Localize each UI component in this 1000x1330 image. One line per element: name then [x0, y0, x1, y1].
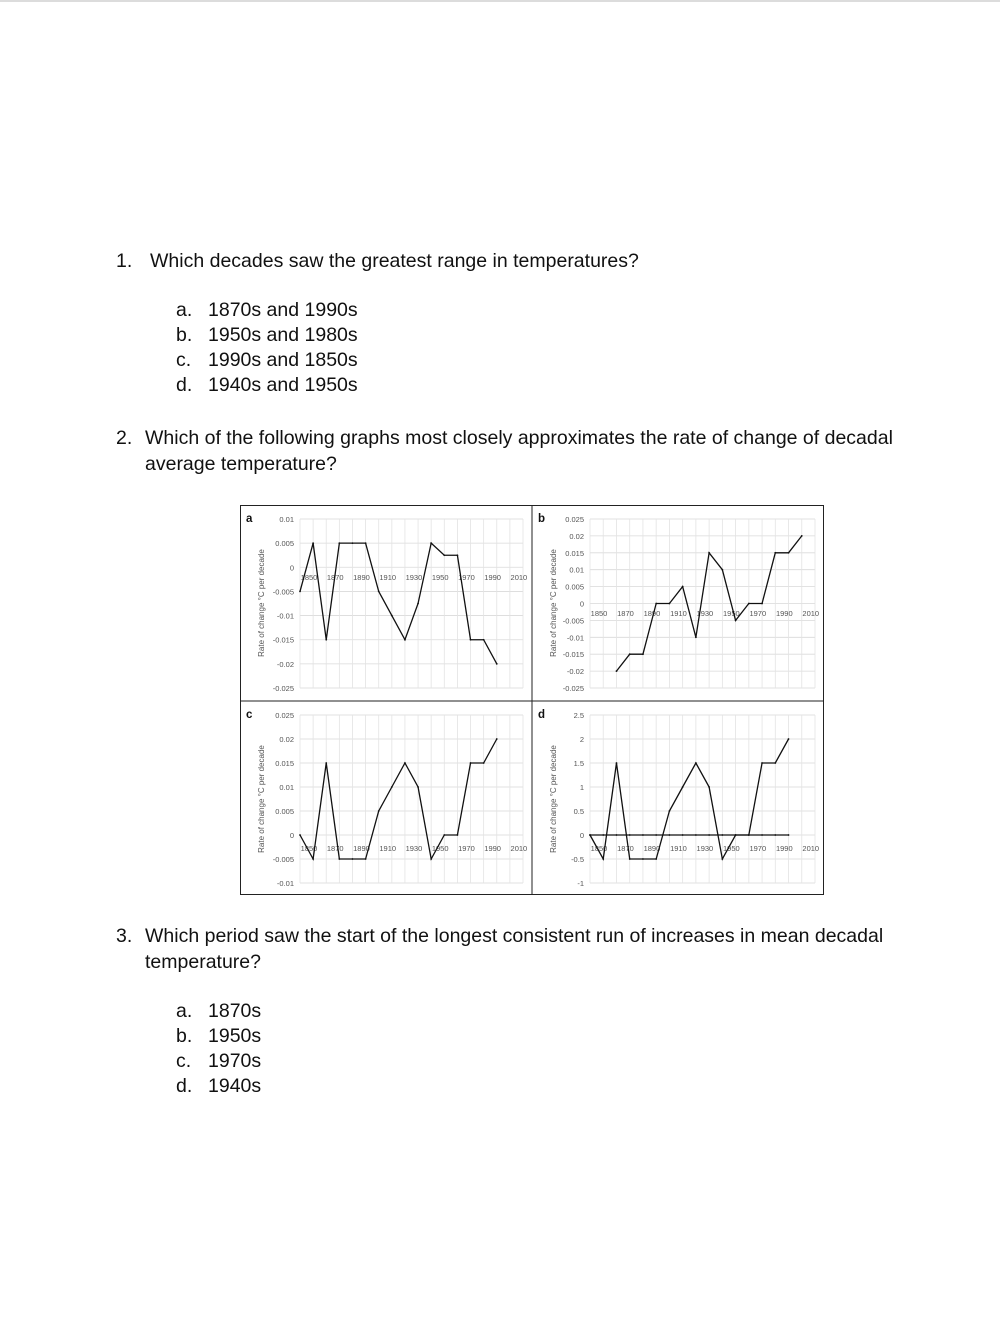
q1-option-d: d. 1940s and 1950s — [176, 374, 358, 396]
data-point-2 — [616, 834, 618, 836]
y-tick-label: 0.01 — [279, 783, 294, 792]
data-point-2 — [655, 834, 657, 836]
data-point — [695, 762, 697, 764]
data-point-2 — [669, 834, 671, 836]
panel-letter: b — [538, 513, 546, 525]
data-point — [312, 542, 314, 544]
y-tick-label: -0.005 — [562, 616, 584, 626]
x-tick-label: 1990 — [775, 609, 793, 618]
data-point-2 — [682, 834, 684, 836]
data-point — [391, 786, 393, 788]
data-point — [404, 762, 406, 764]
data-point-2 — [748, 834, 750, 836]
y-tick-label: 0.005 — [275, 807, 294, 816]
question-1-text: Which decades saw the greatest range in temperatures? — [150, 250, 639, 272]
data-point-2 — [642, 834, 644, 836]
data-point — [721, 858, 723, 860]
data-point — [404, 639, 406, 641]
q3-option-a: a. 1870s — [176, 1000, 262, 1022]
data-point-2 — [589, 834, 591, 836]
x-tick-label: 1910 — [379, 844, 397, 853]
data-point — [721, 569, 723, 571]
y-tick-label: 0 — [579, 599, 584, 609]
y-tick-label: 0.015 — [565, 548, 584, 558]
data-point — [629, 858, 631, 860]
data-point — [642, 858, 644, 860]
x-tick-label: 1990 — [484, 844, 501, 853]
x-tick-label: 1950 — [723, 609, 740, 618]
x-tick-label: 1890 — [353, 573, 370, 582]
y-tick-label: 0.02 — [279, 735, 294, 744]
data-point — [655, 603, 657, 605]
x-tick-label: 1990 — [484, 573, 501, 582]
data-point — [669, 810, 671, 812]
data-point-2 — [695, 834, 697, 836]
y-tick-label: 0.02 — [569, 531, 584, 541]
y-tick-label: 0.01 — [279, 515, 294, 524]
data-point-2 — [788, 834, 790, 836]
y-tick-label: -0.025 — [272, 684, 294, 693]
x-tick-label: 1890 — [643, 844, 661, 853]
x-tick-label: 1950 — [723, 844, 740, 853]
data-point — [417, 786, 419, 788]
panel-letter: c — [246, 709, 253, 721]
data-point-2 — [708, 834, 710, 836]
data-point — [417, 603, 419, 605]
x-tick-label: 1850 — [590, 609, 608, 618]
x-tick-label: 1970 — [458, 573, 475, 582]
q1-option-a: a. 1870s and 1990s — [176, 299, 358, 321]
x-tick-label: 1970 — [749, 844, 767, 853]
data-point — [470, 762, 472, 764]
y-tick-label: 0.025 — [275, 711, 294, 720]
y-tick-label: -0.005 — [272, 587, 294, 597]
x-tick-label: 1870 — [326, 573, 344, 582]
x-tick-label: 1870 — [617, 609, 634, 618]
data-point-2 — [761, 834, 763, 836]
x-tick-label: 1910 — [379, 573, 397, 582]
data-point — [378, 591, 380, 593]
x-tick-label: 1930 — [696, 609, 714, 618]
y-tick-label: -0.01 — [276, 879, 294, 888]
data-point — [788, 738, 790, 740]
data-point — [378, 810, 380, 812]
data-point — [352, 858, 354, 860]
data-point-2 — [629, 834, 631, 836]
y-axis-label: Rate of change °C per decade — [257, 745, 266, 853]
question-2-number: 2. — [116, 427, 133, 449]
x-tick-label: 1970 — [749, 609, 767, 618]
data-point — [708, 552, 710, 554]
q1-option-c: c. 1990s and 1850s — [176, 349, 358, 371]
data-point-2 — [735, 834, 737, 836]
y-tick-label: -0.005 — [272, 855, 294, 864]
data-point — [788, 552, 790, 554]
question-2-line-2: average temperature? — [145, 453, 337, 475]
y-tick-label: 0 — [579, 831, 584, 840]
x-tick-label: 1930 — [405, 573, 423, 582]
data-point — [338, 858, 340, 860]
y-tick-label: -0.025 — [562, 684, 584, 693]
y-tick-label: -0.01 — [276, 611, 294, 621]
data-point — [761, 603, 763, 605]
data-point — [682, 786, 684, 788]
x-tick-label: 1850 — [300, 573, 318, 582]
y-axis-label: Rate of change °C per decade — [257, 549, 266, 657]
question-3-line-1: Which period saw the start of the longest consistent run of increases in mean decadal — [145, 925, 884, 947]
data-point — [325, 762, 327, 764]
data-point — [457, 834, 459, 836]
x-tick-label: 1950 — [431, 573, 449, 582]
data-point — [457, 554, 459, 556]
page-top-border — [0, 0, 1000, 2]
data-point — [443, 554, 445, 556]
x-tick-label: 1990 — [775, 844, 793, 853]
question-1-number: 1. — [116, 250, 133, 272]
series-line — [300, 543, 497, 664]
y-tick-label: 1.5 — [573, 759, 584, 768]
q3-option-d: d. 1940s — [176, 1075, 262, 1097]
q1-option-b: b. 1950s and 1980s — [176, 324, 358, 346]
data-point — [695, 636, 697, 638]
y-tick-label: 2.5 — [573, 711, 584, 720]
series-line — [300, 739, 497, 859]
x-tick-label: 1850 — [300, 844, 318, 853]
data-point — [602, 858, 604, 860]
x-tick-label: 1850 — [590, 844, 608, 853]
data-point — [338, 542, 340, 544]
data-point — [655, 858, 657, 860]
y-tick-label: 0.5 — [573, 807, 584, 816]
x-tick-label: 2010 — [802, 609, 820, 618]
panel-letter: a — [246, 513, 253, 525]
y-tick-label: 0.025 — [565, 515, 584, 524]
data-point — [642, 653, 644, 655]
y-tick-label: 0.005 — [565, 582, 584, 592]
data-point — [774, 762, 776, 764]
x-tick-label: 1930 — [696, 844, 714, 853]
data-point — [365, 858, 367, 860]
data-point — [391, 615, 393, 617]
x-tick-label: 1910 — [670, 844, 687, 853]
y-axis-label: Rate of change °C per decade — [549, 745, 558, 853]
y-tick-label: -0.015 — [562, 650, 584, 660]
data-point — [483, 639, 485, 641]
q3-option-b: b. 1950s — [176, 1025, 262, 1047]
data-point — [629, 653, 631, 655]
x-tick-label: 1870 — [326, 844, 344, 853]
question-3-line-2: temperature? — [145, 951, 261, 973]
chart-figure-grid — [240, 505, 824, 895]
data-point — [325, 639, 327, 641]
x-tick-label: 2010 — [510, 573, 528, 582]
data-point — [774, 552, 776, 554]
y-tick-label: -0.01 — [566, 633, 584, 643]
x-tick-label: 2010 — [510, 844, 528, 853]
data-point — [616, 670, 618, 672]
y-tick-label: 0.01 — [569, 565, 584, 575]
y-tick-label: 0.005 — [275, 539, 294, 549]
y-tick-label: 2 — [579, 735, 584, 744]
y-tick-label: 0.015 — [275, 759, 294, 768]
data-point-2 — [774, 834, 776, 836]
y-tick-label: -0.5 — [571, 855, 584, 864]
data-point — [312, 858, 314, 860]
x-tick-label: 1910 — [670, 609, 687, 618]
data-point — [496, 738, 498, 740]
x-tick-label: 1930 — [405, 844, 423, 853]
data-point — [682, 586, 684, 588]
data-point — [365, 542, 367, 544]
y-axis-label: Rate of change °C per decade — [549, 549, 558, 657]
question-2-line-1: Which of the following graphs most closely approximates the rate of change of decadal — [145, 427, 893, 449]
x-tick-label: 2010 — [802, 844, 820, 853]
data-point — [761, 762, 763, 764]
data-point — [299, 834, 301, 836]
x-tick-label: 1970 — [458, 844, 475, 853]
data-point — [801, 535, 803, 537]
data-point — [735, 620, 737, 622]
data-point — [430, 858, 432, 860]
y-tick-label: -0.02 — [276, 659, 294, 669]
data-point — [483, 762, 485, 764]
series-line — [590, 739, 789, 859]
data-point — [748, 603, 750, 605]
y-tick-label: -1 — [577, 879, 584, 888]
y-tick-label: 1 — [579, 783, 584, 792]
data-point — [496, 663, 498, 665]
x-tick-label: 1890 — [353, 844, 370, 853]
data-point — [708, 786, 710, 788]
y-tick-label: 0 — [289, 563, 294, 573]
data-point-2 — [602, 834, 604, 836]
question-3-number: 3. — [116, 925, 133, 947]
data-point — [299, 591, 301, 593]
data-point-2 — [721, 834, 723, 836]
data-point — [352, 542, 354, 544]
x-tick-label: 1950 — [431, 844, 449, 853]
q3-option-c: c. 1970s — [176, 1050, 262, 1072]
data-point — [470, 639, 472, 641]
panel-letter: d — [538, 709, 546, 721]
data-point — [430, 542, 432, 544]
y-tick-label: -0.015 — [272, 635, 294, 645]
charts-svg — [240, 505, 824, 895]
y-tick-label: 0 — [289, 831, 294, 840]
y-tick-label: -0.02 — [566, 667, 584, 677]
x-tick-label: 1870 — [617, 844, 634, 853]
x-tick-label: 1890 — [643, 609, 661, 618]
data-point — [443, 834, 445, 836]
data-point — [616, 762, 618, 764]
data-point — [669, 603, 671, 605]
